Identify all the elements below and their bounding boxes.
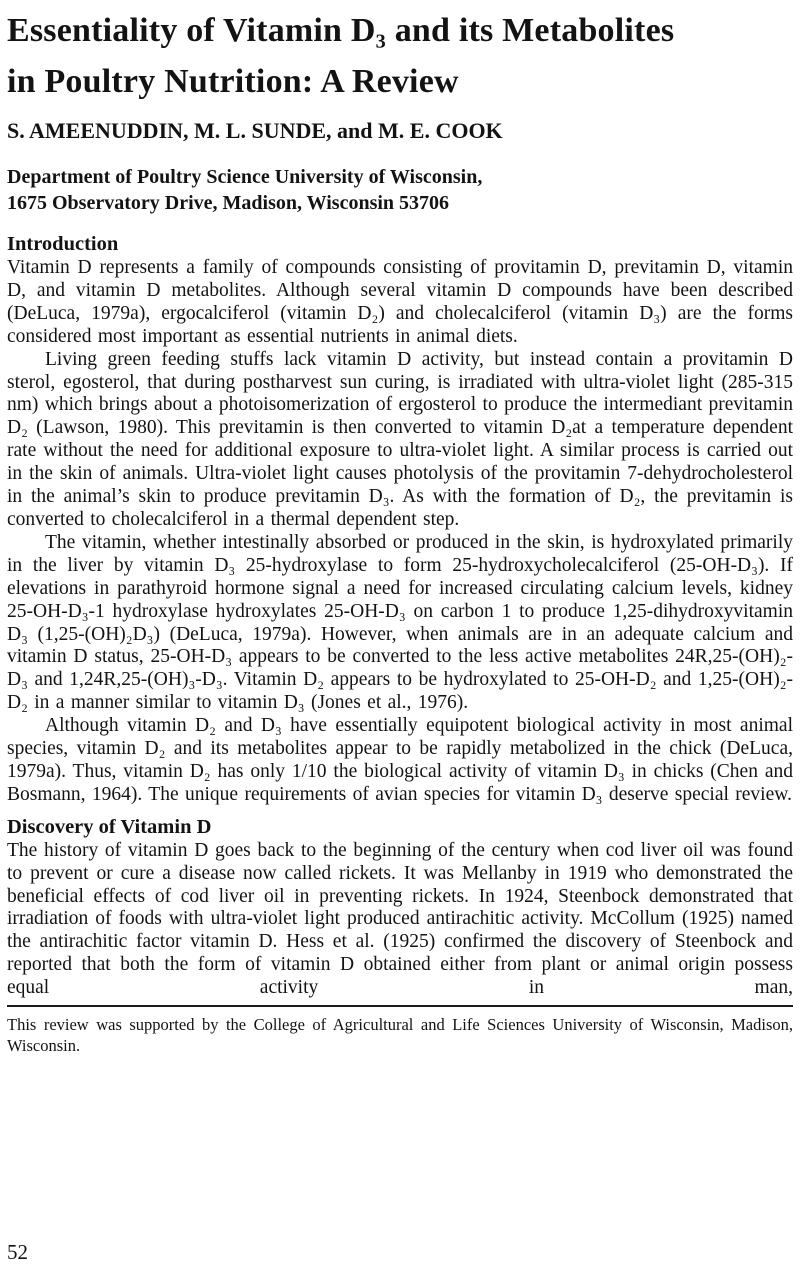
section-heading-introduction: Introduction: [7, 233, 119, 255]
article-title: [7, 5, 793, 107]
affiliation: [7, 164, 793, 216]
author-list: S. AMEENUDDIN, M. L. SUNDE, and M. E. COOK: [7, 118, 503, 143]
paragraph-intro-2: Living green feeding stuffs lack vitamin D activity, but instead contain a provitamin D sterol, egosterol, that during postharvest sun curing, is irradiated with ultra-violet light (285-315 nm) which brings about a photoisomerization of ergosterol to produce the intermediant previtamin D₂ (Lawson, 1980). This previtamin is then converted to vitamin D₂at a temperature dependent rate without the need for additional exposure to ultra-violet light. A similar process is carried out in the skin of animals. Ultra-violet light causes photolysis of the provitamin 7-dehydrocholesterol in the animal’s skin to produce previtamin D₃. As with the formation of D₂, the previtamin is converted to cholecalciferol in a thermal dependent step.: [7, 348, 793, 530]
paragraph-intro-4: Although vitamin D₂ and D₃ have essentially equipotent biological activity in most animal species, vitamin D₂ and its metabolites appear to be rapidly metabolized in the chick (DeLuca, 1979a). Thus, vitamin D₂ has only 1/10 the biological activity of vitamin D₃ in chicks (Chen and Bosmann, 1964). The unique requirements of avian species for vitamin D₃ deserve special review.: [7, 715, 793, 805]
footnote-text: This review was supported by the College of Agricultural and Life Sciences University of Wisconsin, Madison, Wisconsin.: [7, 1015, 793, 1056]
title-line-2: in Poultry Nutrition: A Review: [7, 63, 459, 100]
footnote-divider: [7, 1005, 793, 1007]
paragraph-intro-1: Vitamin D represents a family of compounds consisting of provitamin D, previtamin D, vitamin D, and vitamin D metabolites. Although several vitamin D compounds have been described (DeLuca, 1979a), ergocalciferol (vitamin D₂) and cholecalciferol (vitamin D₃) are the forms considered most important as essential nutrients in animal diets.: [7, 257, 793, 347]
page-number: 52: [7, 1240, 28, 1264]
paragraph-discovery-1: The history of vitamin D goes back to the beginning of the century when cod liver oil was found to prevent or cure a disease now called rickets. It was Mellanby in 1919 who demonstrated the beneficial effects of cod liver oil in preventing rickets. In 1924, Steenbock demonstrated that irradiation of foods with ultra-violet light produced antirachitic activity. McCollum (1925) named the antirachitic factor vitamin D. Hess et al. (1925) confirmed the discovery of Steenbock and reported that both the form of vitamin D obtained either from plant or animal origin possess equal activity in man,: [7, 839, 793, 999]
affiliation-line-2: 1675 Observatory Drive, Madison, Wisconsin 53706: [7, 192, 450, 214]
title-line-1: Essentiality of Vitamin D₃ and its Metabolites: [7, 12, 675, 49]
paragraph-intro-3: The vitamin, whether intestinally absorbed or produced in the skin, is hydroxylated primarily in the liver by vitamin D₃ 25-hydroxylase to form 25-hydroxycholecalciferol (25-OH-D₃). If elevations in parathyroid hormone signal a need for increased circulating calcium levels, kidney 25-OH-D₃-1 hydroxylase hydroxylates 25-OH-D₃ on carbon 1 to produce 1,25-dihydroxyvitamin D₃ (1,25-(OH)₂D₃) (DeLuca, 1979a). However, when animals are in an adequate calcium and vitamin D status, 25-OH-D₃ appears to be converted to the less active metabolites 24R,25-(OH)₂-D₃ and 1,24R,25-(OH)₃-D₃. Vitamin D₂ appears to be hydroxylated to 25-OH-D₂ and 1,25-(OH)₂-D₂ in a manner similar to vitamin D₃ (Jones et al., 1976).: [7, 531, 793, 714]
affiliation-line-1: Department of Poultry Science University of Wisconsin,: [7, 166, 483, 188]
section-heading-discovery: Discovery of Vitamin D: [7, 815, 212, 838]
